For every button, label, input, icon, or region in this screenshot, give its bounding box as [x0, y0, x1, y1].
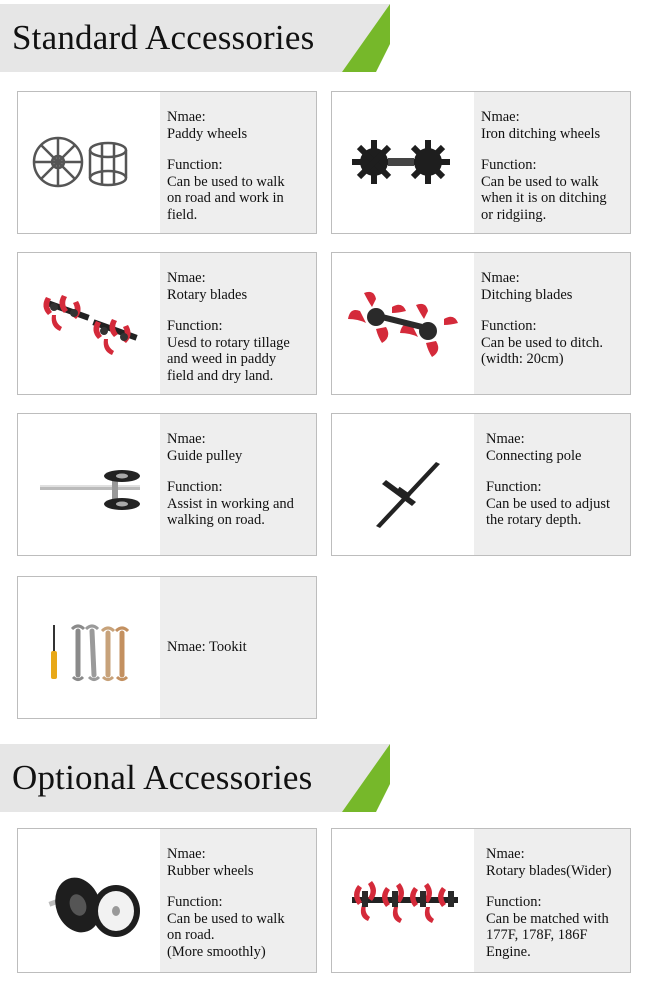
accessory-text	[160, 253, 316, 394]
function-line: field and dry land.	[167, 367, 274, 384]
accessory-name: Guide pulley	[167, 447, 243, 464]
function-line: walking on road.	[167, 512, 265, 528]
function-line: Uesd to rotary tillage	[167, 334, 290, 351]
function-line: (width: 20cm)	[481, 351, 564, 367]
accessory-card-iron-ditching-wheels	[331, 91, 631, 234]
toolkit-icon	[18, 577, 160, 718]
rubber-wheels-icon	[18, 829, 160, 972]
accessory-name: Ditching blades	[481, 286, 573, 303]
name-label: Nmae:	[167, 109, 206, 125]
function-line: and weed in paddy	[167, 351, 277, 367]
accessory-text	[474, 253, 630, 394]
accessory-name: Paddy wheels	[167, 125, 248, 142]
accessory-name: Rubber wheels	[167, 862, 254, 879]
accessory-text	[160, 414, 316, 555]
function-label: Function:	[481, 157, 537, 173]
accessory-text	[474, 92, 630, 233]
accessory-text	[474, 829, 630, 972]
guide-pulley-icon	[18, 414, 160, 555]
function-label: Function:	[486, 894, 542, 910]
function-label: Function:	[167, 157, 223, 173]
function-line: the rotary depth.	[486, 512, 582, 528]
iron-ditching-wheels-icon	[332, 92, 474, 233]
name-label: Nmae:	[486, 431, 525, 447]
function-label: Function:	[486, 479, 542, 495]
accessory-card-rotary-blades	[17, 252, 317, 395]
accessory-text	[160, 577, 316, 718]
section-title: Standard Accessories	[12, 18, 315, 57]
accessory-name: Rotary blades	[167, 286, 248, 303]
function-line: Can be used to ditch.	[481, 334, 604, 351]
function-label: Function:	[167, 479, 223, 495]
function-line: when it is on ditching	[481, 190, 607, 206]
function-line: field.	[167, 206, 198, 223]
accessory-card-connecting-pole	[331, 413, 631, 556]
function-line: 177F, 178F, 186F	[486, 927, 588, 943]
function-line: on road.	[167, 927, 215, 943]
section-title: Optional Accessories	[12, 758, 313, 797]
accessory-card-toolkit	[17, 576, 317, 719]
function-line: Can be used to walk	[167, 910, 285, 927]
section-banner-standard	[0, 4, 390, 76]
accessory-name: Connecting pole	[486, 447, 582, 464]
function-line: Can be used to adjust	[486, 495, 611, 512]
function-line: Assist in working and	[167, 495, 294, 512]
accessory-card-rotary-blades-wider	[331, 828, 631, 973]
accessory-card-rubber-wheels	[17, 828, 317, 973]
function-line: on road and work in	[167, 190, 284, 206]
function-line: Engine.	[486, 943, 531, 960]
name-label: Nmae:	[486, 846, 525, 862]
function-line: Can be used to walk	[167, 173, 285, 190]
accessory-name: Nmae: Tookit	[167, 639, 247, 656]
function-line: (More smoothly)	[167, 943, 266, 960]
function-line: Can be used to walk	[481, 173, 599, 190]
accessory-card-guide-pulley	[17, 413, 317, 556]
name-label: Nmae:	[481, 270, 520, 286]
paddy-wheels-icon	[18, 92, 160, 233]
accessory-text	[160, 92, 316, 233]
rotary-blades-icon	[18, 253, 160, 394]
function-label: Function:	[167, 894, 223, 910]
function-line: Can be matched with	[486, 910, 609, 927]
name-label: Nmae:	[481, 109, 520, 125]
name-label: Nmae:	[167, 270, 206, 286]
accessory-text	[474, 414, 630, 555]
accessory-name: Iron ditching wheels	[481, 125, 601, 142]
function-label: Function:	[481, 318, 537, 334]
function-label: Function:	[167, 318, 223, 334]
name-label: Nmae:	[167, 846, 206, 862]
accessory-card-ditching-blades	[331, 252, 631, 395]
function-line: or ridgiing.	[481, 206, 547, 223]
rotary-blades-wider-icon	[332, 829, 474, 972]
accessory-text	[160, 829, 316, 972]
accessory-name: Rotary blades(Wider)	[486, 862, 612, 879]
accessory-card-paddy-wheels	[17, 91, 317, 234]
name-label: Nmae:	[167, 431, 206, 447]
section-banner-optional	[0, 744, 390, 816]
ditching-blades-icon	[332, 253, 474, 394]
connecting-pole-icon	[332, 414, 474, 555]
